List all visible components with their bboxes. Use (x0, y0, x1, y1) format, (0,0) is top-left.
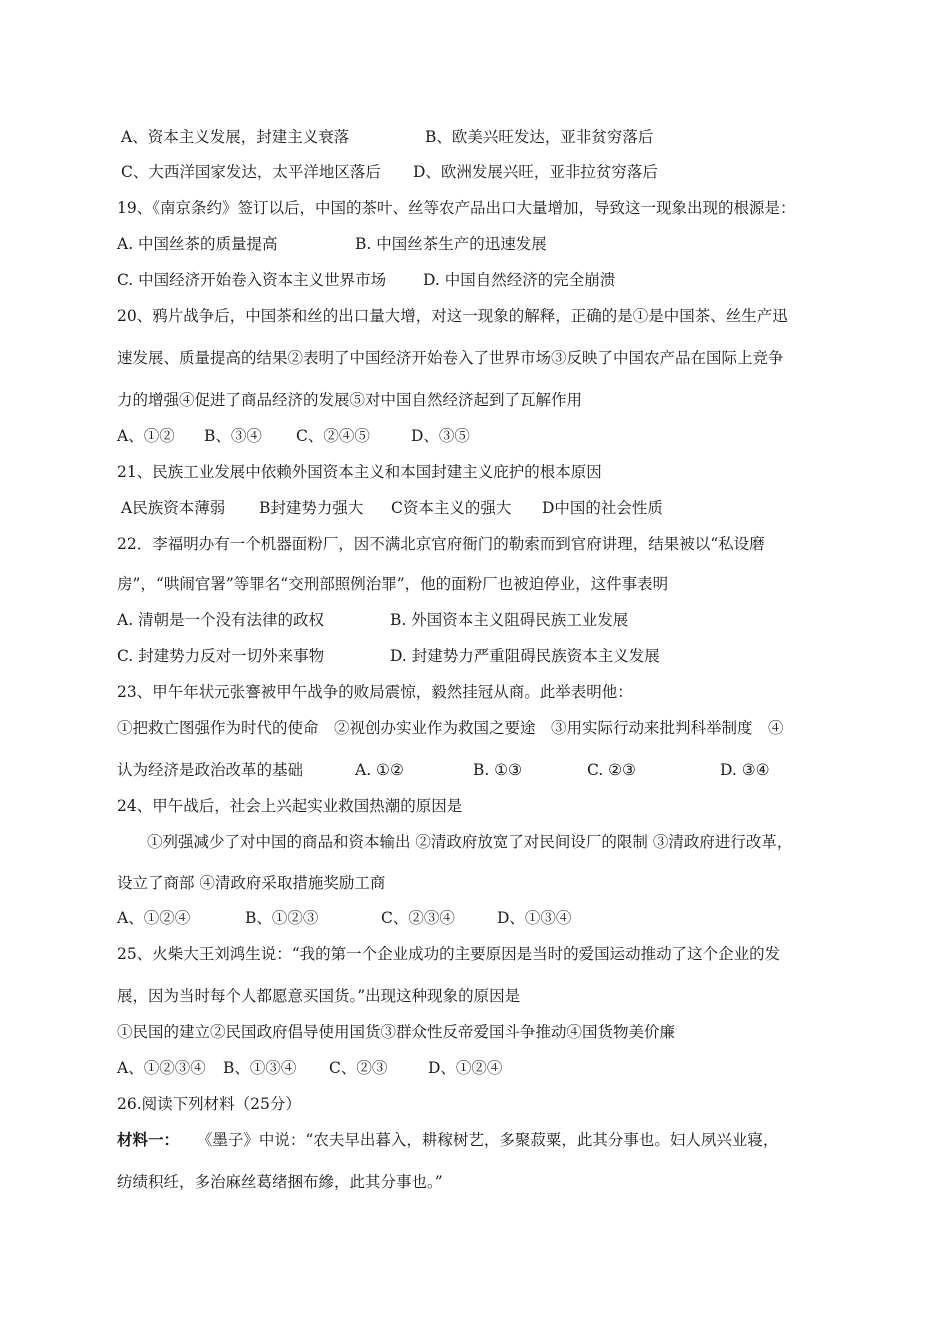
option-c: C. 封建势力反对一切外来事物 (117, 647, 325, 665)
question-25-line-2: 展，因为当时每个人都愿意买国货。”出现这种现象的原因是 (117, 987, 521, 1005)
q19-options-ab (117, 233, 890, 255)
material-1-line-2: 纺绩积纴，多治麻丝葛绪捆布縿，此其分事也。” (117, 1173, 443, 1191)
q22-options-ab (117, 609, 890, 631)
option-d: D、欧洲发展兴旺，亚非拉贫穷落后 (413, 163, 658, 181)
q21-options (121, 497, 890, 519)
option-a: A. 中国丝茶的质量提高 (117, 235, 278, 253)
option-b: B、③④ (204, 427, 262, 445)
question-24-line-1: ①列强减少了对中国的商品和资本输出 ②清政府放宽了对民间设厂的限制 ③清政府进行改革， (147, 833, 793, 851)
option-b: B. ①③ (473, 761, 523, 779)
option-d: D. 封建势力严重阻碍民族资本主义发展 (390, 647, 660, 665)
material-1-text: 《墨子》中说：“农夫早出暮入，耕稼树艺，多聚菽粟，此其分事也。妇人夙兴业寝， (196, 1131, 779, 1149)
option-b: B、①②③ (245, 909, 319, 927)
option-d: D、③⑤ (411, 427, 470, 445)
option-d: D. ③④ (720, 761, 770, 779)
option-a: A、资本主义发展，封建主义衰落 (121, 128, 350, 146)
q19-options-cd (117, 269, 890, 291)
option-c: C、②④⑤ (296, 427, 370, 445)
option-c: C、②③④ (381, 909, 455, 927)
option-d: D、①③④ (497, 909, 572, 927)
option-a: A. 清朝是一个没有法律的政权 (117, 611, 325, 629)
option-b: B、①③④ (223, 1059, 297, 1077)
option-c: C. 中国经济开始卷入资本主义世界市场 (117, 271, 387, 289)
question-24: 24、甲午战后，社会上兴起实业救国热潮的原因是 (117, 797, 463, 815)
option-a: A、①②④ (117, 909, 191, 927)
question-23-line-1: ①把救亡图强作为时代的使命 ②视创办实业作为救国之要途 ③用实际行动来批判科举制度 ④ (117, 719, 784, 737)
option-b: B封建势力强大 (259, 499, 364, 517)
question-20-line-3: 力的增强④促进了商品经济的发展⑤对中国自然经济起到了瓦解作用 (117, 391, 583, 409)
option-c: C、②③ (329, 1059, 388, 1077)
question-22-line-2: 房”，“哄闹官署”等罪名“交刑部照例治罪”，他的面粉厂也被迫停业，这件事表明 (117, 575, 669, 593)
q25-options (117, 1057, 890, 1079)
q22-options-cd (117, 645, 890, 667)
question-25-line-3: ①民国的建立②民国政府倡导使用国货③群众性反帝爱国斗争推动④国货物美价廉 (117, 1023, 676, 1041)
q23-line-2-options (117, 759, 890, 781)
option-c: C资本主义的强大 (391, 499, 512, 517)
question-19: 19、《南京条约》签订以后，中国的茶叶、丝等农产品出口大量增加，导致这一现象出现的根源是： (117, 199, 796, 217)
material-1-label: 材料一： (117, 1130, 180, 1149)
question-25-line-1: 25、火柴大王刘鸿生说：“我的第一个企业成功的主要原因是当时的爱国运动推动了这个企业的发 (117, 945, 781, 963)
q18-options-cd (121, 161, 890, 183)
question-22-line-1: 22．李福明办有一个机器面粉厂，因不满北京官府衙门的勒索而到官府讲理，结果被以“私设磨 (117, 535, 765, 553)
option-a: A. ①② (355, 761, 404, 779)
question-23: 23、甲午年状元张謇被甲午战争的败局震惊，毅然挂冠从商。此举表明他： (117, 683, 633, 701)
option-c: C. ②③ (587, 761, 636, 779)
option-d: D. 中国自然经济的完全崩溃 (423, 271, 616, 289)
option-d: D中国的社会性质 (542, 499, 663, 517)
option-d: D、①②④ (428, 1059, 503, 1077)
material-1-line-1 (117, 1129, 890, 1151)
option-a: A、①②③④ (117, 1059, 206, 1077)
q20-options (117, 425, 890, 447)
q18-options-ab (121, 126, 890, 148)
option-b: B、欧美兴旺发达，亚非贫穷落后 (425, 128, 654, 146)
question-21: 21、民族工业发展中依赖外国资本主义和本国封建主义庇护的根本原因 (117, 463, 602, 481)
question-20-line-2: 速发展、质量提高的结果②表明了中国经济开始卷入了世界市场③反映了中国农产品在国际上竞争 (117, 349, 784, 367)
question-23-line-2: 认为经济是政治改革的基础 (117, 761, 304, 779)
option-b: B. 外国资本主义阻碍民族工业发展 (390, 611, 629, 629)
option-a: A民族资本薄弱 (121, 499, 226, 517)
question-26: 26.阅读下列材料（25分） (117, 1095, 301, 1113)
question-24-line-2: 设立了商部 ④清政府采取措施奖励工商 (117, 874, 386, 892)
question-20-line-1: 20、鸦片战争后，中国茶和丝的出口量大增，对这一现象的解释，正确的是①是中国茶、丝生产迅 (117, 307, 788, 325)
option-a: A、①② (117, 427, 175, 445)
option-b: B. 中国丝茶生产的迅速发展 (355, 235, 547, 253)
q24-options (117, 907, 890, 929)
option-c: C、大西洋国家发达，太平洋地区落后 (121, 163, 381, 181)
